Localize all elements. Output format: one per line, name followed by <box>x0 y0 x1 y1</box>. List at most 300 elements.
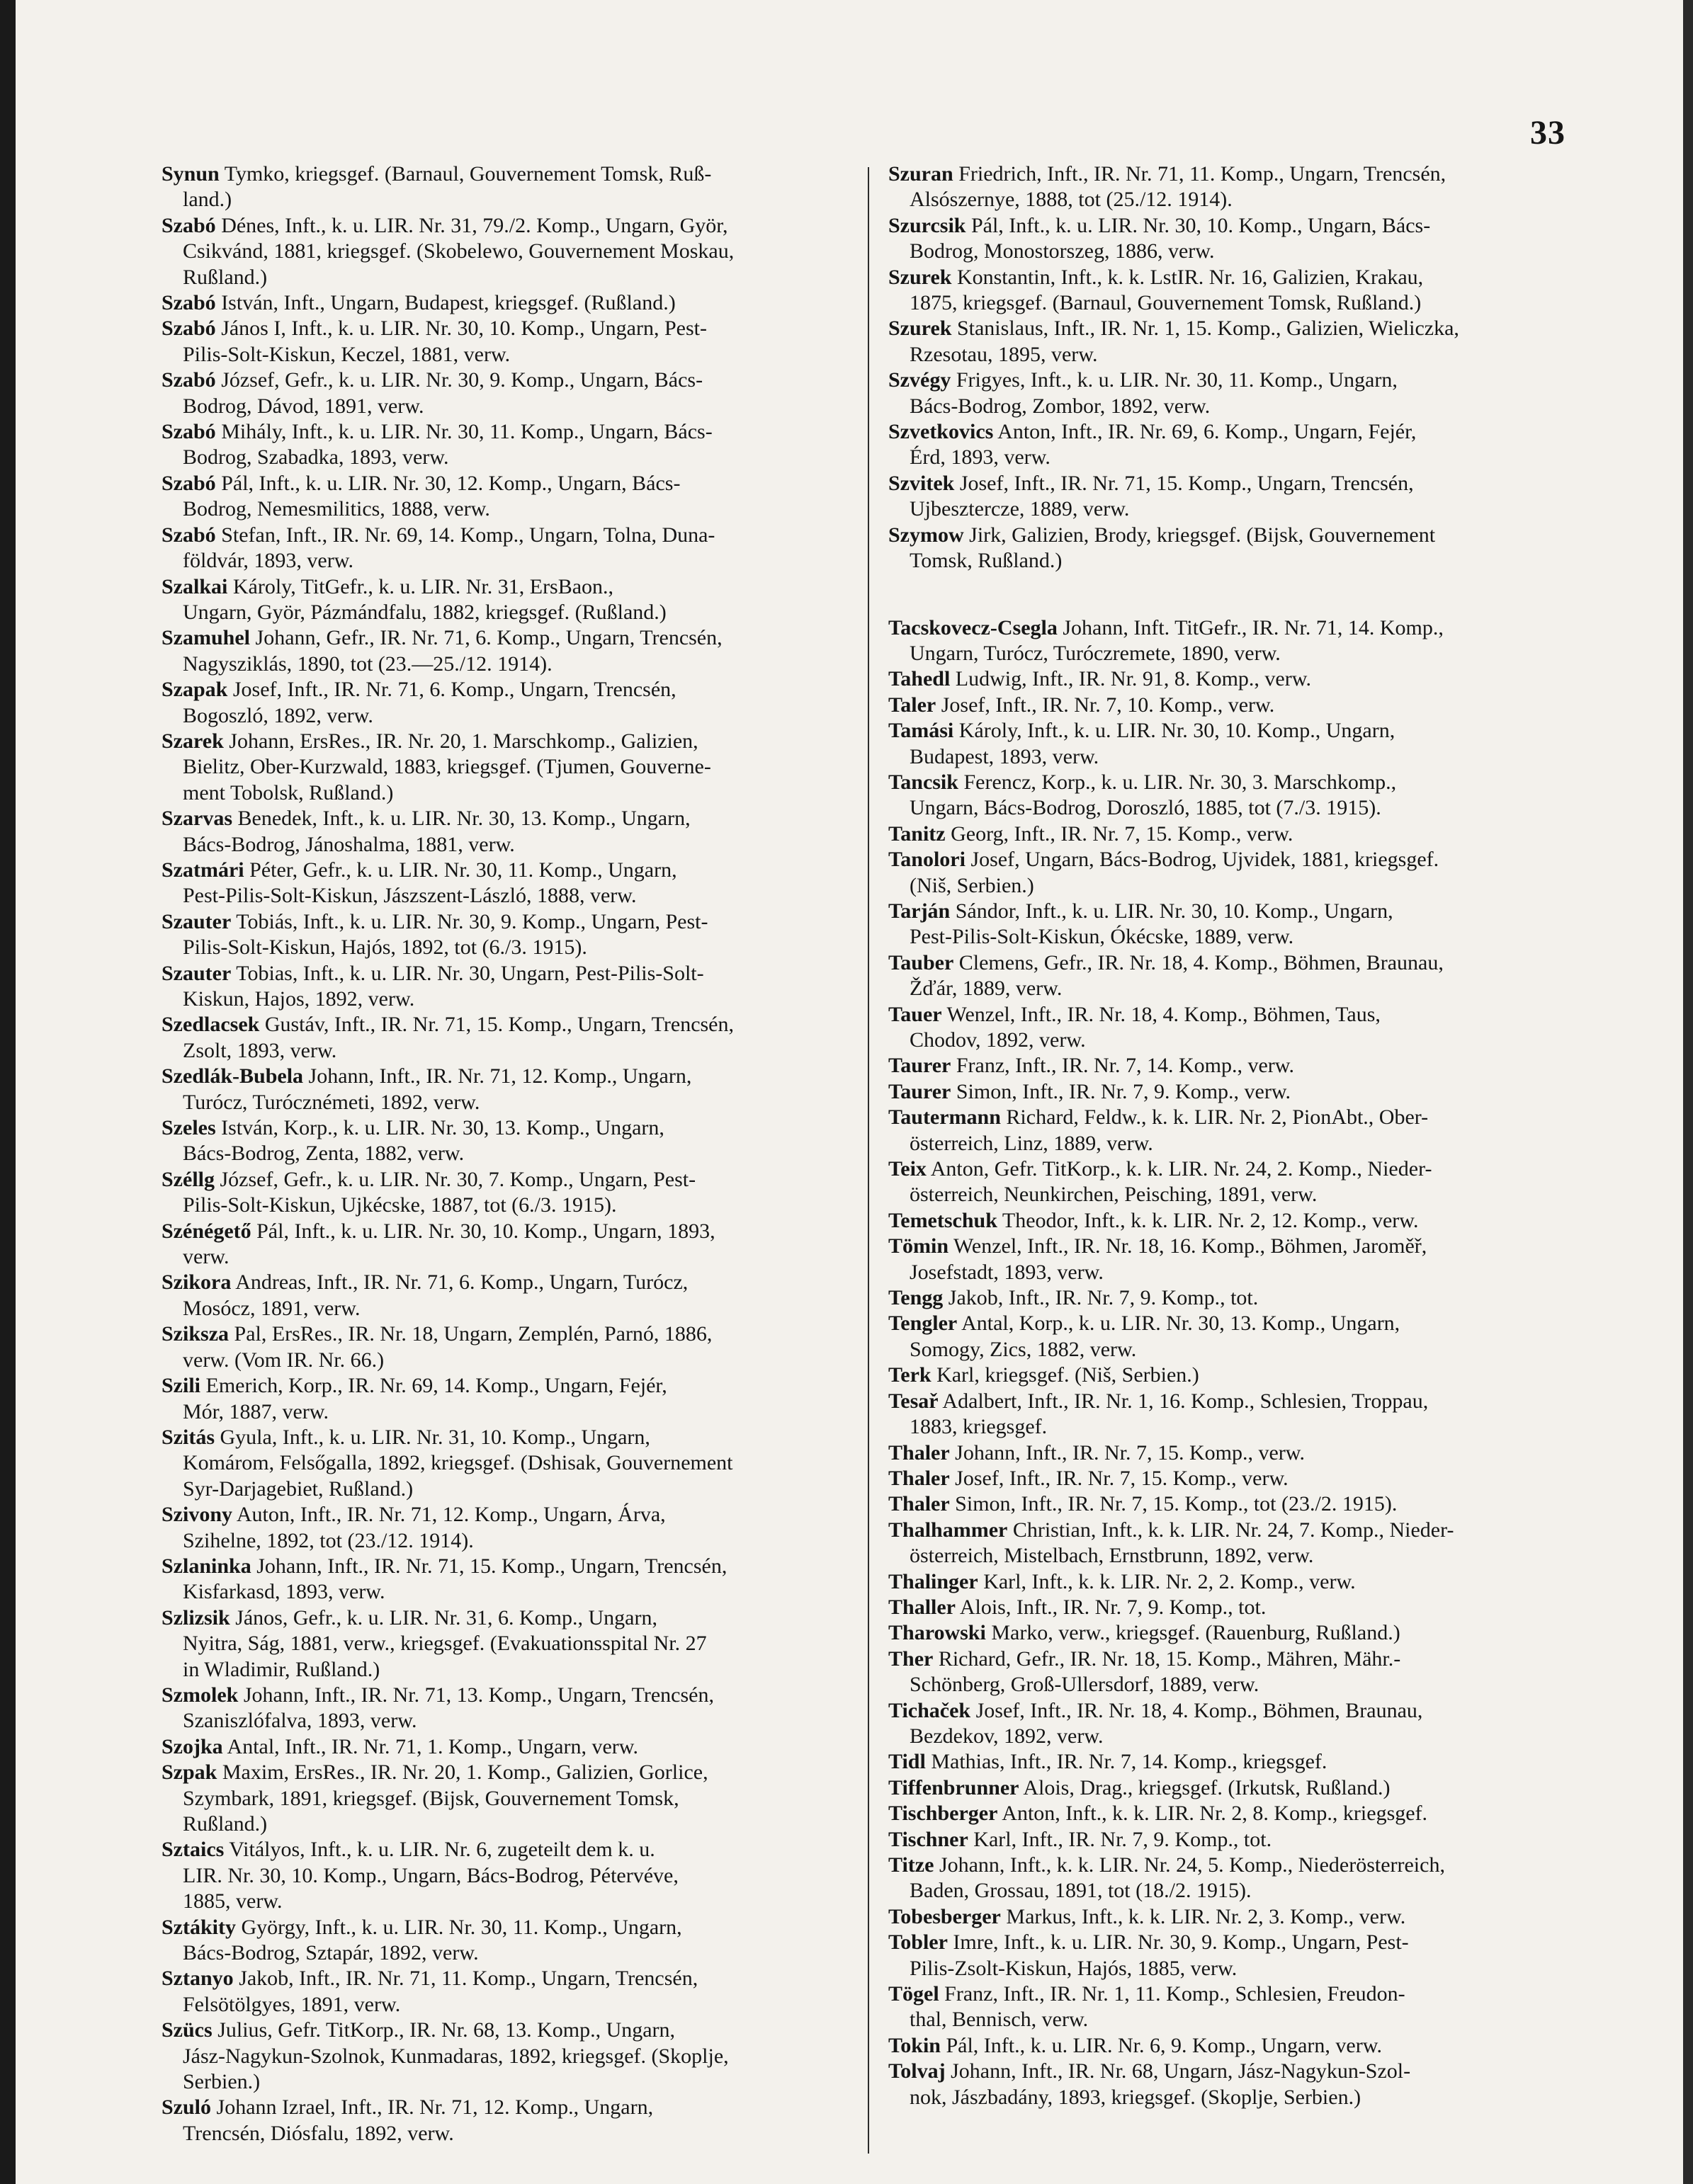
entry-first-line: Szili Emerich, Korp., IR. Nr. 69, 14. Komp., Ungarn, Fejér, <box>162 1374 667 1398</box>
entry-surname: Szmolek <box>162 1683 239 1707</box>
list-entry <box>162 368 850 419</box>
entry-first-line: Szeles István, Korp., k. u. LIR. Nr. 30, 13. Komp., Ungarn, <box>162 1116 664 1140</box>
list-entry <box>162 1321 850 1373</box>
entry-surname: Teix <box>888 1157 927 1181</box>
entry-continuation-line: land.) <box>183 188 232 212</box>
list-entry <box>888 1440 1577 1466</box>
entry-continuation-line: Mosócz, 1891, verw. <box>183 1296 361 1320</box>
entry-surname: Sztanyo <box>162 1967 234 1991</box>
list-entry <box>888 1234 1577 1285</box>
entry-first-line: Titze Johann, Inft., k. k. LIR. Nr. 24, 5. Komp., Niederösterreich, <box>888 1853 1445 1877</box>
entry-surname: Szurek <box>888 265 952 289</box>
entry-first-line: Sziksza Pal, ErsRes., IR. Nr. 18, Ungarn, Zemplén, Parnó, 1886, <box>162 1322 713 1346</box>
entry-first-line: Tischberger Anton, Inft., k. k. LIR. Nr. 2, 8. Komp., kriegsgef. <box>888 1802 1428 1826</box>
entry-surname: Terk <box>888 1363 932 1387</box>
entry-continuation-line: Josefstadt, 1893, verw. <box>910 1260 1104 1284</box>
list-entry <box>162 574 850 626</box>
entry-first-line: Szarvas Benedek, Inft., k. u. LIR. Nr. 30, 13. Komp., Ungarn, <box>162 807 691 831</box>
entry-surname: Thaler <box>888 1492 950 1516</box>
entry-surname: Szivony <box>162 1503 233 1527</box>
entry-surname: Tischberger <box>888 1802 998 1826</box>
entry-first-line: Tobesberger Markus, Inft., k. k. LIR. Nr. 2, 3. Komp., verw. <box>888 1904 1406 1928</box>
entry-surname: Szabó <box>162 291 216 315</box>
entry-surname: Tharowski <box>888 1621 986 1645</box>
entry-continuation-line: Nyitra, Ság, 1881, verw., kriegsgef. (Evakuationsspital Nr. 27 <box>183 1632 707 1656</box>
entry-continuation-line: ment Tobolsk, Rußland.) <box>183 780 394 804</box>
list-entry <box>888 693 1577 718</box>
list-entry <box>888 316 1577 368</box>
list-entry <box>888 1569 1577 1595</box>
entry-first-line: Teix Anton, Gefr. TitKorp., k. k. LIR. Nr. 24, 2. Komp., Nieder- <box>888 1157 1432 1181</box>
entry-continuation-line: 1883, kriegsgef. <box>910 1415 1048 1439</box>
entry-first-line: Tengg Jakob, Inft., IR. Nr. 7, 9. Komp., tot. <box>888 1286 1259 1310</box>
list-entry <box>888 2059 1577 2110</box>
entry-continuation-line: Budapest, 1893, verw. <box>910 744 1099 768</box>
entry-first-line: Tömin Wenzel, Inft., IR. Nr. 18, 16. Komp., Böhmen, Jaroměř, <box>888 1234 1427 1258</box>
entry-first-line: Szmolek Johann, Inft., IR. Nr. 71, 13. Komp., Ungarn, Trencsén, <box>162 1683 714 1707</box>
list-entry <box>162 1425 850 1502</box>
entry-first-line: Tamási Károly, Inft., k. u. LIR. Nr. 30, 10. Komp., Ungarn, <box>888 719 1395 743</box>
entry-continuation-line: Turócz, Turócznémeti, 1892, verw. <box>183 1090 480 1114</box>
entry-first-line: Ther Richard, Gefr., IR. Nr. 18, 15. Komp., Mähren, Mähr.- <box>888 1646 1401 1671</box>
entry-surname: Szauter <box>162 961 232 985</box>
entry-continuation-line: Pest-Pilis-Solt-Kiskun, Ókécske, 1889, verw. <box>910 925 1294 949</box>
list-entry <box>888 2033 1577 2059</box>
list-entry <box>888 1053 1577 1079</box>
entry-continuation-line: Szaniszlófalva, 1893, verw. <box>183 1709 417 1733</box>
entry-first-line: Thaler Johann, Inft., IR. Nr. 7, 15. Komp., verw. <box>888 1440 1305 1464</box>
list-entry <box>888 1646 1577 1698</box>
entry-continuation-line: Bodrog, Nemesmilitics, 1888, verw. <box>183 497 490 521</box>
list-entry <box>162 1012 850 1064</box>
entry-surname: Thaler <box>888 1440 950 1464</box>
entry-first-line: Szauter Tobias, Inft., k. u. LIR. Nr. 30, Ungarn, Pest-Pilis-Solt- <box>162 961 704 985</box>
list-entry <box>162 1167 850 1219</box>
entry-first-line: Szedlák-Bubela Johann, Inft., IR. Nr. 71, 12. Komp., Ungarn, <box>162 1064 692 1088</box>
entry-surname: Szitás <box>162 1425 215 1449</box>
list-entry <box>162 419 850 471</box>
list-entry <box>888 666 1577 692</box>
entry-surname: Tesař <box>888 1389 939 1413</box>
entry-first-line: Szpak Maxim, ErsRes., IR. Nr. 20, 1. Komp., Galizien, Gorlice, <box>162 1761 708 1785</box>
entry-first-line: Szauter Tobiás, Inft., k. u. LIR. Nr. 30, 9. Komp., Ungarn, Pest- <box>162 909 708 933</box>
entry-surname: Tamási <box>888 719 954 743</box>
entry-continuation-line: österreich, Neunkirchen, Peisching, 1891, verw. <box>910 1183 1318 1207</box>
entry-surname: Szuran <box>888 162 953 186</box>
list-entry <box>888 1363 1577 1388</box>
entry-surname: Szedlacsek <box>162 1013 260 1037</box>
entry-first-line: Szénégető Pál, Inft., k. u. LIR. Nr. 30, 10. Komp., Ungarn, 1893, <box>162 1219 715 1243</box>
entry-surname: Taurer <box>888 1054 951 1078</box>
entry-continuation-line: Pilis-Zsolt-Kiskun, Hajós, 1885, verw. <box>910 1956 1238 1980</box>
list-entry <box>162 1219 850 1270</box>
list-entry <box>888 1491 1577 1517</box>
entry-surname: Synun <box>162 162 220 186</box>
entry-continuation-line: nok, Jászbadány, 1893, kriegsgef. (Skoplje, Serbien.) <box>910 2085 1361 2109</box>
entry-first-line: Szuran Friedrich, Inft., IR. Nr. 71, 11. Komp., Ungarn, Trencsén, <box>888 162 1446 186</box>
entry-continuation-line: Ujbesztercze, 1889, verw. <box>910 497 1130 521</box>
entry-surname: Tauber <box>888 950 954 974</box>
entry-first-line: Thaler Simon, Inft., IR. Nr. 7, 15. Komp., tot (23./2. 1915). <box>888 1492 1398 1516</box>
list-entry <box>888 471 1577 523</box>
entry-first-line: Tharowski Marko, verw., kriegsgef. (Rauenburg, Rußland.) <box>888 1621 1400 1645</box>
entry-surname: Szurcsik <box>888 213 966 237</box>
scan-edge-right <box>1683 0 1693 2184</box>
entry-surname: Szabó <box>162 368 216 392</box>
entry-first-line: Szvetkovics Anton, Inft., IR. Nr. 69, 6. Komp., Ungarn, Fejér, <box>888 420 1417 444</box>
entry-continuation-line: verw. (Vom IR. Nr. 66.) <box>183 1348 385 1372</box>
list-entry <box>888 821 1577 847</box>
entry-surname: Tömin <box>888 1234 949 1258</box>
entry-surname: Szymow <box>888 523 964 547</box>
list-entry <box>888 1827 1577 1853</box>
entry-continuation-line: Bács-Bodrog, Sztapár, 1892, verw. <box>183 1941 479 1965</box>
entry-first-line: Szurcsik Pál, Inft., k. u. LIR. Nr. 30, 10. Komp., Ungarn, Bács- <box>888 213 1431 237</box>
entry-continuation-line: Bielitz, Ober-Kurzwald, 1883, kriegsgef. (Tjumen, Gouverne- <box>183 755 711 779</box>
entry-first-line: Thalhammer Christian, Inft., k. k. LIR. Nr. 24, 7. Komp., Nieder- <box>888 1518 1454 1542</box>
entry-continuation-line: Syr-Darjagebiet, Rußland.) <box>183 1477 414 1501</box>
entry-surname: Szarvas <box>162 807 232 831</box>
list-entry <box>888 161 1577 213</box>
entry-first-line: Sztaics Vitályos, Inft., k. u. LIR. Nr. 6, zugeteilt dem k. u. <box>162 1838 655 1862</box>
list-entry <box>888 1518 1577 1569</box>
entry-surname: Thalhammer <box>888 1518 1008 1542</box>
list-entry <box>888 770 1577 821</box>
entry-first-line: Taurer Simon, Inft., IR. Nr. 7, 9. Komp., verw. <box>888 1079 1291 1103</box>
list-entry <box>162 909 850 961</box>
entry-surname: Sztákity <box>162 1915 236 1939</box>
entry-surname: Thaler <box>888 1466 950 1490</box>
entry-surname: Szlaninka <box>162 1554 251 1578</box>
entry-surname: Szabó <box>162 213 216 237</box>
entry-first-line: Tidl Mathias, Inft., IR. Nr. 7, 14. Komp., kriegsgef. <box>888 1750 1327 1774</box>
list-entry <box>162 1373 850 1425</box>
list-entry <box>162 2095 850 2146</box>
list-entry <box>888 718 1577 770</box>
entry-first-line: Szikora Andreas, Inft., IR. Nr. 71, 6. Komp., Ungarn, Turócz, <box>162 1270 689 1295</box>
list-entry <box>888 1698 1577 1750</box>
list-entry <box>162 161 850 213</box>
entry-first-line: Tauer Wenzel, Inft., IR. Nr. 18, 4. Komp., Böhmen, Taus, <box>888 1002 1381 1026</box>
entry-continuation-line: 1885, verw. <box>183 1889 283 1913</box>
entry-surname: Taurer <box>888 1079 951 1103</box>
list-entry <box>162 1734 850 1760</box>
entry-continuation-line: Bács-Bodrog, Zombor, 1892, verw. <box>910 394 1211 418</box>
entry-continuation-line: Szymbark, 1891, kriegsgef. (Bijsk, Gouvernement Tomsk, <box>183 1786 679 1810</box>
list-entry <box>888 615 1577 667</box>
entry-continuation-line: Pilis-Solt-Kiskun, Ujkécske, 1887, tot (6./3. 1915). <box>183 1193 617 1217</box>
entry-surname: Tobesberger <box>888 1904 1001 1928</box>
entry-surname: Szénégető <box>162 1219 251 1243</box>
entry-first-line: Szalkai Károly, TitGefr., k. u. LIR. Nr. 31, ErsBaon., <box>162 574 614 598</box>
entry-surname: Tengler <box>888 1312 958 1336</box>
entry-continuation-line: Jász-Nagykun-Szolnok, Kunmadaras, 1892, kriegsgef. (Skoplje, <box>183 2044 729 2068</box>
entry-first-line: Tichaček Josef, Inft., IR. Nr. 18, 4. Komp., Böhmen, Braunau, <box>888 1698 1423 1722</box>
entry-surname: Szauter <box>162 909 232 933</box>
entry-surname: Szlizsik <box>162 1605 230 1630</box>
entry-surname: Temetschuk <box>888 1208 997 1232</box>
entry-surname: Szikora <box>162 1270 232 1295</box>
entry-continuation-line: Bodrog, Szabadka, 1893, verw. <box>183 445 449 470</box>
list-entry <box>888 1595 1577 1620</box>
entry-surname: Tautermann <box>888 1105 1001 1130</box>
entry-continuation-line: Ungarn, Turócz, Turóczremete, 1890, verw. <box>910 641 1281 665</box>
list-entry <box>162 729 850 806</box>
entry-first-line: Tögel Franz, Inft., IR. Nr. 1, 11. Komp., Schlesien, Freudon- <box>888 1982 1405 2006</box>
list-entry <box>888 1466 1577 1491</box>
entry-surname: Thalinger <box>888 1569 978 1593</box>
list-entry <box>162 316 850 368</box>
entry-continuation-line: Bács-Bodrog, Jánoshalma, 1881, verw. <box>183 832 515 856</box>
entry-first-line: Tanolori Josef, Ungarn, Bács-Bodrog, Ujvidek, 1881, kriegsgef. <box>888 848 1439 872</box>
entry-surname: Tacskovecz-Csegla <box>888 615 1058 639</box>
list-entry <box>888 899 1577 950</box>
entry-first-line: Szücs Julius, Gefr. TitKorp., IR. Nr. 68, 13. Komp., Ungarn, <box>162 2018 676 2042</box>
list-entry <box>162 961 850 1013</box>
list-entry <box>888 1311 1577 1363</box>
list-entry <box>888 1930 1577 1981</box>
left-column <box>162 161 850 2146</box>
entry-surname: Titze <box>888 1853 934 1877</box>
entry-continuation-line: Bodrog, Dávod, 1891, verw. <box>183 394 424 418</box>
entry-continuation-line: Bodrog, Monostorszeg, 1886, verw. <box>910 239 1215 263</box>
entry-surname: Szabó <box>162 523 216 547</box>
entry-surname: Szeles <box>162 1116 216 1140</box>
entry-first-line: Szvitek Josef, Inft., IR. Nr. 71, 15. Komp., Ungarn, Trencsén, <box>888 471 1414 495</box>
entry-continuation-line: verw. <box>183 1245 230 1269</box>
entry-surname: Szedlák-Bubela <box>162 1064 304 1088</box>
list-entry <box>162 1605 850 1683</box>
entry-surname: Szuló <box>162 2095 212 2120</box>
entry-surname: Szvégy <box>888 368 951 392</box>
entry-continuation-line: Serbien.) <box>183 2070 261 2094</box>
entry-surname: Szpak <box>162 1761 217 1785</box>
entry-first-line: Sztanyo Jakob, Inft., IR. Nr. 71, 11. Komp., Ungarn, Trencsén, <box>162 1967 698 1991</box>
entry-first-line: Tengler Antal, Korp., k. u. LIR. Nr. 30, 13. Komp., Ungarn, <box>888 1312 1400 1336</box>
entry-surname: Tarján <box>888 899 951 923</box>
entry-continuation-line: Bogoszló, 1892, verw. <box>183 703 373 727</box>
entry-first-line: Sztákity György, Inft., k. u. LIR. Nr. 30, 11. Komp., Ungarn, <box>162 1915 682 1939</box>
entry-continuation-line: Trencsén, Diósfalu, 1892, verw. <box>183 2121 454 2145</box>
scan-edge-left <box>0 0 16 2184</box>
entry-first-line: Synun Tymko, kriegsgef. (Barnaul, Gouvernement Tomsk, Ruß- <box>162 162 712 186</box>
entry-surname: Szvitek <box>888 471 955 495</box>
entry-continuation-line: (Niš, Serbien.) <box>910 873 1034 897</box>
list-entry <box>888 1105 1577 1156</box>
list-entry <box>162 1915 850 1967</box>
entry-first-line: Tokin Pál, Inft., k. u. LIR. Nr. 6, 9. Komp., Ungarn, verw. <box>888 2033 1382 2057</box>
entry-surname: Tanitz <box>888 821 946 846</box>
entry-surname: Tancsik <box>888 770 958 794</box>
list-entry <box>888 1079 1577 1105</box>
list-entry <box>888 1749 1577 1775</box>
list-entry <box>888 523 1577 574</box>
entry-surname: Tanolori <box>888 848 966 872</box>
entry-continuation-line: Pest-Pilis-Solt-Kiskun, Jászszent-László, 1888, verw. <box>183 884 637 908</box>
entry-continuation-line: Ungarn, Györ, Pázmándfalu, 1882, kriegsgef. (Rußland.) <box>183 600 667 624</box>
entry-surname: Tolvaj <box>888 2059 946 2083</box>
entry-continuation-line: in Wladimir, Rußland.) <box>183 1657 380 1681</box>
entry-continuation-line: Bezdekov, 1892, verw. <box>910 1724 1104 1748</box>
entry-surname: Szarek <box>162 729 224 753</box>
entry-first-line: Tacskovecz-Csegla Johann, Inft. TitGefr., IR. Nr. 71, 14. Komp., <box>888 615 1444 639</box>
entry-first-line: Tesař Adalbert, Inft., IR. Nr. 1, 16. Komp., Schlesien, Troppau, <box>888 1389 1429 1413</box>
entry-surname: Sztaics <box>162 1838 225 1862</box>
list-entry <box>888 1389 1577 1440</box>
entry-continuation-line: LIR. Nr. 30, 10. Komp., Ungarn, Bács-Bodrog, Pétervéve, <box>183 1863 679 1887</box>
list-entry <box>162 471 850 523</box>
list-entry <box>162 677 850 729</box>
right-column <box>888 161 1577 2110</box>
entry-surname: Szapak <box>162 678 228 702</box>
entry-surname: Tischner <box>888 1827 968 1851</box>
entry-first-line: Szuló Johann Izrael, Inft., IR. Nr. 71, 12. Komp., Ungarn, <box>162 2095 654 2120</box>
entry-surname: Szabó <box>162 471 216 495</box>
list-entry <box>162 1270 850 1321</box>
list-entry <box>888 950 1577 1002</box>
entry-surname: Tobler <box>888 1930 948 1955</box>
entry-surname: Taler <box>888 693 936 717</box>
list-entry <box>888 1775 1577 1801</box>
entry-continuation-line: Ungarn, Bács-Bodrog, Doroszló, 1885, tot (7./3. 1915). <box>910 796 1381 820</box>
entry-first-line: Szurek Stanislaus, Inft., IR. Nr. 1, 15. Komp., Galizien, Wieliczka, <box>888 317 1459 341</box>
list-entry <box>162 1064 850 1115</box>
list-entry <box>888 1208 1577 1234</box>
entry-continuation-line: Tomsk, Rußland.) <box>910 549 1063 573</box>
entry-continuation-line: Felsötölgyes, 1891, verw. <box>183 1992 401 2016</box>
entry-first-line: Szabó József, Gefr., k. u. LIR. Nr. 30, 9. Komp., Ungarn, Bács- <box>162 368 703 392</box>
list-entry <box>162 523 850 574</box>
entry-surname: Tichaček <box>888 1698 971 1722</box>
list-entry <box>162 1837 850 1914</box>
list-entry <box>162 1683 850 1734</box>
entry-first-line: Temetschuk Theodor, Inft., k. k. LIR. Nr. 2, 12. Komp., verw. <box>888 1208 1419 1232</box>
entry-continuation-line: földvár, 1893, verw. <box>183 549 353 573</box>
entry-continuation-line: Szihelne, 1892, tot (23./12. 1914). <box>183 1528 474 1552</box>
entry-surname: Thaller <box>888 1595 956 1619</box>
entry-surname: Sziksza <box>162 1322 230 1346</box>
entry-continuation-line: Pilis-Solt-Kiskun, Keczel, 1881, verw. <box>183 342 511 366</box>
entry-first-line: Taurer Franz, Inft., IR. Nr. 7, 14. Komp., verw. <box>888 1054 1295 1078</box>
entry-first-line: Szedlacsek Gustáv, Inft., IR. Nr. 71, 15. Komp., Ungarn, Trencsén, <box>162 1013 734 1037</box>
entry-surname: Tengg <box>888 1286 944 1310</box>
entry-surname: Szurek <box>888 317 952 341</box>
list-entry <box>888 1904 1577 1930</box>
list-entry <box>888 1156 1577 1208</box>
list-entry <box>162 625 850 677</box>
list-entry <box>888 1002 1577 1054</box>
entry-first-line: Thaler Josef, Inft., IR. Nr. 7, 15. Komp., verw. <box>888 1466 1289 1490</box>
list-entry <box>888 368 1577 419</box>
list-entry <box>162 213 850 290</box>
list-entry <box>162 1760 850 1837</box>
list-entry <box>162 1966 850 2018</box>
entry-first-line: Szapak Josef, Inft., IR. Nr. 71, 6. Komp., Ungarn, Trencsén, <box>162 678 676 702</box>
list-entry <box>162 2018 850 2095</box>
entry-first-line: Szabó Stefan, Inft., IR. Nr. 69, 14. Komp., Ungarn, Tolna, Duna- <box>162 523 715 547</box>
entry-surname: Tiffenbrunner <box>888 1775 1019 1799</box>
entry-surname: Szatmári <box>162 858 244 882</box>
list-entry <box>162 1502 850 1554</box>
entry-first-line: Szatmári Péter, Gefr., k. u. LIR. Nr. 30, 11. Komp., Ungarn, <box>162 858 677 882</box>
entry-continuation-line: Somogy, Zics, 1882, verw. <box>910 1337 1137 1361</box>
entry-continuation-line: Érd, 1893, verw. <box>910 445 1051 470</box>
list-entry <box>888 1801 1577 1826</box>
list-entry <box>888 1620 1577 1646</box>
entry-first-line: Szabó Pál, Inft., k. u. LIR. Nr. 30, 12. Komp., Ungarn, Bács- <box>162 471 681 495</box>
entry-first-line: Szurek Konstantin, Inft., k. k. LstIR. Nr. 16, Galizien, Krakau, <box>888 265 1424 289</box>
entry-first-line: Tahedl Ludwig, Inft., IR. Nr. 91, 8. Komp., verw. <box>888 667 1311 691</box>
entry-first-line: Thalinger Karl, Inft., k. k. LIR. Nr. 2, 2. Komp., verw. <box>888 1569 1356 1593</box>
entry-first-line: Tischner Karl, Inft., IR. Nr. 7, 9. Komp., tot. <box>888 1827 1272 1851</box>
entry-surname: Szabó <box>162 317 216 341</box>
page-number: 33 <box>1530 114 1565 152</box>
list-entry <box>888 213 1577 265</box>
entry-first-line: Széllg József, Gefr., k. u. LIR. Nr. 30, 7. Komp., Ungarn, Pest- <box>162 1167 696 1191</box>
entry-continuation-line: österreich, Mistelbach, Ernstbrunn, 1892, verw. <box>910 1544 1314 1568</box>
entry-surname: Szalkai <box>162 574 228 598</box>
entry-surname: Szücs <box>162 2018 213 2042</box>
entry-continuation-line: Pilis-Solt-Kiskun, Hajós, 1892, tot (6./3. 1915). <box>183 935 587 960</box>
entry-first-line: Szlaninka Johann, Inft., IR. Nr. 71, 15. Komp., Ungarn, Trencsén, <box>162 1554 727 1578</box>
entry-first-line: Szitás Gyula, Inft., k. u. LIR. Nr. 31, 10. Komp., Ungarn, <box>162 1425 650 1449</box>
entry-continuation-line: thal, Bennisch, verw. <box>910 2008 1089 2032</box>
entry-surname: Széllg <box>162 1167 215 1191</box>
entry-surname: Szvetkovics <box>888 420 994 444</box>
entry-continuation-line: Kiskun, Hajos, 1892, verw. <box>183 987 415 1011</box>
list-entry <box>162 1115 850 1167</box>
list-entry <box>888 419 1577 471</box>
entry-continuation-line: Komárom, Felsőgalla, 1892, kriegsgef. (Dshisak, Gouvernement <box>183 1451 733 1475</box>
entry-continuation-line: Nagysziklás, 1890, tot (23.—25./12. 1914). <box>183 652 553 676</box>
entry-continuation-line: Rzesotau, 1895, verw. <box>910 342 1098 366</box>
entry-continuation-line: 1875, kriegsgef. (Barnaul, Gouvernement Tomsk, Rußland.) <box>910 291 1422 315</box>
entry-continuation-line: Alsószernye, 1888, tot (25./12. 1914). <box>910 188 1233 212</box>
entry-first-line: Tarján Sándor, Inft., k. u. LIR. Nr. 30, 10. Komp., Ungarn, <box>888 899 1393 923</box>
list-entry <box>888 265 1577 317</box>
entry-first-line: Szivony Auton, Inft., IR. Nr. 71, 12. Komp., Ungarn, Árva, <box>162 1503 666 1527</box>
entry-surname: Tahedl <box>888 667 951 691</box>
entry-continuation-line: Schönberg, Groß-Ullersdorf, 1889, verw. <box>910 1673 1259 1697</box>
entry-first-line: Szvégy Frigyes, Inft., k. u. LIR. Nr. 30, 11. Komp., Ungarn, <box>888 368 1398 392</box>
entry-first-line: Szlizsik János, Gefr., k. u. LIR. Nr. 31, 6. Komp., Ungarn, <box>162 1605 657 1630</box>
entry-continuation-line: Csikvánd, 1881, kriegsgef. (Skobelewo, Gouvernement Moskau, <box>183 239 735 263</box>
list-entry <box>162 858 850 909</box>
entry-continuation-line: Mór, 1887, verw. <box>183 1399 329 1423</box>
list-entry <box>162 806 850 858</box>
entry-first-line: Taler Josef, Inft., IR. Nr. 7, 10. Komp., verw. <box>888 693 1275 717</box>
entry-surname: Tokin <box>888 2033 941 2057</box>
entry-surname: Tauer <box>888 1002 942 1026</box>
entry-surname: Szojka <box>162 1734 223 1758</box>
entry-continuation-line: Chodov, 1892, verw. <box>910 1028 1086 1052</box>
entry-first-line: Szamuhel Johann, Gefr., IR. Nr. 71, 6. Komp., Ungarn, Trencsén, <box>162 626 723 650</box>
entry-first-line: Szabó Mihály, Inft., k. u. LIR. Nr. 30, 11. Komp., Ungarn, Bács- <box>162 420 713 444</box>
entry-first-line: Tiffenbrunner Alois, Drag., kriegsgef. (Irkutsk, Rußland.) <box>888 1775 1391 1799</box>
list-entry <box>888 1285 1577 1311</box>
entry-first-line: Tanitz Georg, Inft., IR. Nr. 7, 15. Komp., verw. <box>888 821 1293 846</box>
entry-continuation-line: Žďár, 1889, verw. <box>910 977 1063 1001</box>
entry-first-line: Szabó István, Inft., Ungarn, Budapest, kriegsgef. (Rußland.) <box>162 291 676 315</box>
entry-first-line: Tauber Clemens, Gefr., IR. Nr. 18, 4. Komp., Böhmen, Braunau, <box>888 950 1444 974</box>
entry-first-line: Szymow Jirk, Galizien, Brody, kriegsgef. (Bijsk, Gouvernement <box>888 523 1436 547</box>
entry-first-line: Tobler Imre, Inft., k. u. LIR. Nr. 30, 9. Komp., Ungarn, Pest- <box>888 1930 1409 1955</box>
entry-surname: Szili <box>162 1374 201 1398</box>
entry-first-line: Terk Karl, kriegsgef. (Niš, Serbien.) <box>888 1363 1199 1387</box>
entry-first-line: Tautermann Richard, Feldw., k. k. LIR. Nr. 2, PionAbt., Ober- <box>888 1105 1429 1130</box>
entry-first-line: Szarek Johann, ErsRes., IR. Nr. 20, 1. Marschkomp., Galizien, <box>162 729 698 753</box>
entry-continuation-line: Bács-Bodrog, Zenta, 1882, verw. <box>183 1142 465 1166</box>
